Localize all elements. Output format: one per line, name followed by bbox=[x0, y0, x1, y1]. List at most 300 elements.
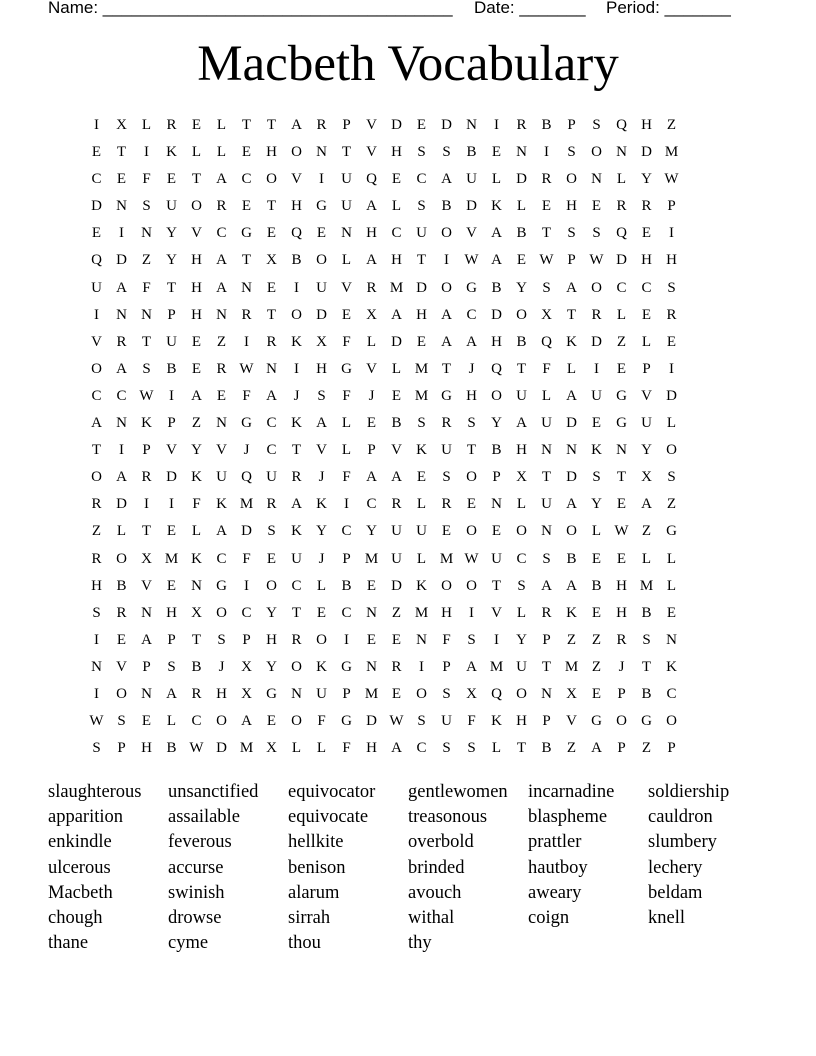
grid-letter[interactable]: O bbox=[316, 252, 327, 269]
grid-letter[interactable]: S bbox=[542, 550, 551, 567]
grid-letter[interactable]: R bbox=[141, 469, 152, 486]
grid-letter[interactable]: B bbox=[541, 117, 552, 133]
grid-letter[interactable]: S bbox=[467, 415, 476, 432]
grid-letter[interactable]: S bbox=[317, 387, 326, 404]
grid-letter[interactable]: D bbox=[116, 252, 127, 269]
grid-letter[interactable]: A bbox=[141, 631, 152, 648]
grid-letter[interactable]: E bbox=[166, 577, 177, 594]
grid-letter[interactable]: O bbox=[591, 144, 602, 161]
grid-letter[interactable]: G bbox=[341, 360, 352, 377]
grid-letter[interactable]: X bbox=[116, 117, 127, 133]
grid-letter[interactable]: R bbox=[116, 604, 127, 621]
grid-letter[interactable]: M bbox=[414, 360, 429, 377]
grid-letter[interactable]: I bbox=[169, 387, 174, 404]
grid-letter[interactable]: V bbox=[191, 225, 202, 242]
grid-letter[interactable]: I bbox=[294, 360, 299, 377]
grid-letter[interactable]: P bbox=[367, 442, 376, 459]
grid-letter[interactable]: E bbox=[666, 333, 677, 350]
grid-letter[interactable]: D bbox=[566, 469, 577, 486]
grid-letter[interactable]: T bbox=[291, 442, 302, 459]
grid-letter[interactable]: N bbox=[541, 442, 552, 459]
grid-letter[interactable]: F bbox=[142, 279, 151, 296]
grid-letter[interactable]: T bbox=[241, 117, 252, 133]
grid-letter[interactable]: E bbox=[116, 631, 127, 648]
grid-letter[interactable]: L bbox=[291, 740, 302, 757]
grid-letter[interactable]: G bbox=[466, 279, 477, 296]
grid-letter[interactable]: N bbox=[316, 144, 327, 161]
grid-letter[interactable]: S bbox=[642, 631, 651, 648]
grid-letter[interactable]: S bbox=[467, 631, 476, 648]
grid-letter[interactable]: E bbox=[341, 306, 352, 323]
grid-letter[interactable]: R bbox=[616, 198, 627, 215]
grid-letter[interactable]: K bbox=[141, 415, 152, 432]
grid-letter[interactable]: U bbox=[416, 523, 427, 540]
grid-letter[interactable]: L bbox=[191, 523, 202, 540]
grid-letter[interactable]: K bbox=[191, 550, 202, 567]
grid-letter[interactable]: L bbox=[516, 604, 527, 621]
grid-letter[interactable]: N bbox=[141, 225, 152, 242]
grid-letter[interactable]: C bbox=[241, 604, 252, 621]
grid-letter[interactable]: E bbox=[591, 415, 602, 432]
grid-letter[interactable]: D bbox=[316, 306, 327, 323]
grid-letter[interactable]: A bbox=[466, 658, 477, 675]
grid-letter[interactable]: E bbox=[666, 604, 677, 621]
grid-letter[interactable]: R bbox=[391, 496, 402, 513]
grid-letter[interactable]: S bbox=[442, 740, 451, 757]
grid-letter[interactable]: L bbox=[541, 387, 552, 404]
grid-letter[interactable]: W bbox=[614, 523, 629, 540]
grid-letter[interactable]: I bbox=[494, 117, 499, 133]
grid-letter[interactable]: B bbox=[491, 279, 502, 296]
grid-letter[interactable]: I bbox=[244, 577, 249, 594]
grid-letter[interactable]: P bbox=[617, 685, 626, 702]
grid-letter[interactable]: T bbox=[641, 658, 652, 675]
grid-letter[interactable]: D bbox=[241, 523, 252, 540]
grid-letter[interactable]: P bbox=[242, 631, 251, 648]
grid-letter[interactable]: A bbox=[566, 279, 577, 296]
grid-letter[interactable]: N bbox=[216, 415, 227, 432]
grid-letter[interactable]: N bbox=[91, 658, 102, 675]
grid-letter[interactable]: F bbox=[442, 631, 451, 648]
grid-letter[interactable]: M bbox=[364, 550, 379, 567]
grid-letter[interactable]: T bbox=[166, 279, 177, 296]
grid-letter[interactable]: R bbox=[641, 198, 652, 215]
grid-letter[interactable]: A bbox=[216, 279, 227, 296]
grid-letter[interactable]: N bbox=[366, 658, 377, 675]
grid-letter[interactable]: X bbox=[366, 306, 377, 323]
grid-letter[interactable]: E bbox=[266, 225, 277, 242]
grid-letter[interactable]: R bbox=[91, 550, 102, 567]
grid-letter[interactable]: F bbox=[242, 550, 251, 567]
grid-letter[interactable]: C bbox=[641, 279, 652, 296]
grid-letter[interactable]: Y bbox=[641, 442, 652, 459]
grid-letter[interactable]: T bbox=[141, 333, 152, 350]
grid-letter[interactable]: L bbox=[641, 333, 652, 350]
grid-letter[interactable]: L bbox=[141, 117, 152, 133]
grid-letter[interactable]: O bbox=[266, 171, 277, 188]
grid-letter[interactable]: Z bbox=[91, 523, 102, 540]
grid-letter[interactable]: L bbox=[391, 360, 402, 377]
grid-letter[interactable]: B bbox=[641, 685, 652, 702]
grid-letter[interactable]: N bbox=[216, 306, 227, 323]
grid-letter[interactable]: K bbox=[216, 496, 227, 513]
grid-letter[interactable]: U bbox=[391, 550, 402, 567]
grid-letter[interactable]: U bbox=[516, 658, 527, 675]
grid-letter[interactable]: K bbox=[166, 144, 177, 161]
grid-letter[interactable]: E bbox=[266, 279, 277, 296]
grid-letter[interactable]: B bbox=[441, 198, 452, 215]
grid-letter[interactable]: U bbox=[166, 198, 177, 215]
grid-letter[interactable]: M bbox=[364, 685, 379, 702]
grid-letter[interactable]: T bbox=[441, 360, 452, 377]
grid-letter[interactable]: J bbox=[618, 658, 625, 675]
grid-letter[interactable]: M bbox=[664, 144, 679, 161]
grid-letter[interactable]: H bbox=[466, 387, 477, 404]
grid-letter[interactable]: E bbox=[641, 225, 652, 242]
grid-letter[interactable]: H bbox=[191, 306, 202, 323]
grid-letter[interactable]: A bbox=[541, 577, 552, 594]
grid-letter[interactable]: O bbox=[516, 523, 527, 540]
grid-letter[interactable]: O bbox=[316, 631, 327, 648]
grid-letter[interactable]: E bbox=[541, 198, 552, 215]
period-field[interactable]: Period: _______ bbox=[606, 0, 731, 17]
grid-letter[interactable]: O bbox=[491, 387, 502, 404]
grid-letter[interactable]: S bbox=[667, 469, 676, 486]
grid-letter[interactable]: I bbox=[144, 144, 149, 161]
grid-letter[interactable]: V bbox=[116, 658, 127, 675]
grid-letter[interactable]: U bbox=[466, 171, 477, 188]
grid-letter[interactable]: S bbox=[667, 279, 676, 296]
grid-letter[interactable]: K bbox=[416, 442, 427, 459]
grid-letter[interactable]: A bbox=[116, 279, 127, 296]
grid-letter[interactable]: O bbox=[116, 685, 127, 702]
grid-letter[interactable]: I bbox=[94, 631, 99, 648]
grid-letter[interactable]: D bbox=[391, 117, 402, 133]
grid-letter[interactable]: L bbox=[566, 360, 577, 377]
grid-letter[interactable]: B bbox=[466, 144, 477, 161]
grid-letter[interactable]: H bbox=[491, 333, 502, 350]
grid-letter[interactable]: A bbox=[291, 496, 302, 513]
grid-letter[interactable]: S bbox=[167, 658, 176, 675]
grid-letter[interactable]: E bbox=[641, 306, 652, 323]
grid-letter[interactable]: H bbox=[191, 252, 202, 269]
grid-letter[interactable]: P bbox=[617, 740, 626, 757]
grid-letter[interactable]: O bbox=[466, 523, 477, 540]
grid-letter[interactable]: C bbox=[266, 415, 277, 432]
grid-letter[interactable]: O bbox=[291, 713, 302, 730]
grid-letter[interactable]: P bbox=[642, 360, 651, 377]
grid-letter[interactable]: S bbox=[217, 631, 226, 648]
grid-letter[interactable]: H bbox=[641, 117, 652, 133]
grid-letter[interactable]: I bbox=[469, 604, 474, 621]
grid-letter[interactable]: O bbox=[116, 550, 127, 567]
grid-letter[interactable]: L bbox=[666, 550, 677, 567]
grid-letter[interactable]: D bbox=[91, 198, 102, 215]
grid-letter[interactable]: S bbox=[517, 577, 526, 594]
grid-letter[interactable]: U bbox=[491, 550, 502, 567]
grid-letter[interactable]: I bbox=[444, 252, 449, 269]
grid-letter[interactable]: U bbox=[341, 198, 352, 215]
grid-letter[interactable]: U bbox=[166, 333, 177, 350]
grid-letter[interactable]: W bbox=[464, 550, 479, 567]
grid-letter[interactable]: E bbox=[116, 171, 127, 188]
grid-letter[interactable]: A bbox=[591, 740, 602, 757]
grid-letter[interactable]: R bbox=[91, 496, 102, 513]
grid-letter[interactable]: L bbox=[416, 550, 427, 567]
grid-letter[interactable]: N bbox=[141, 685, 152, 702]
grid-letter[interactable]: T bbox=[291, 604, 302, 621]
grid-letter[interactable]: T bbox=[191, 631, 202, 648]
grid-letter[interactable]: X bbox=[141, 550, 152, 567]
grid-letter[interactable]: R bbox=[541, 604, 552, 621]
grid-letter[interactable]: A bbox=[491, 252, 502, 269]
grid-letter[interactable]: S bbox=[442, 685, 451, 702]
grid-letter[interactable]: F bbox=[342, 333, 351, 350]
grid-letter[interactable]: Z bbox=[141, 252, 152, 269]
grid-letter[interactable]: Y bbox=[516, 279, 527, 296]
grid-letter[interactable]: A bbox=[291, 117, 302, 133]
grid-letter[interactable]: L bbox=[616, 171, 627, 188]
grid-letter[interactable]: E bbox=[366, 415, 377, 432]
grid-letter[interactable]: V bbox=[641, 387, 652, 404]
grid-letter[interactable]: G bbox=[266, 685, 277, 702]
grid-letter[interactable]: C bbox=[91, 387, 102, 404]
grid-letter[interactable]: Y bbox=[366, 523, 377, 540]
grid-letter[interactable]: R bbox=[241, 306, 252, 323]
grid-letter[interactable]: T bbox=[416, 252, 427, 269]
grid-letter[interactable]: S bbox=[567, 225, 576, 242]
grid-letter[interactable]: R bbox=[266, 333, 277, 350]
grid-letter[interactable]: A bbox=[241, 713, 252, 730]
grid-letter[interactable]: G bbox=[341, 713, 352, 730]
grid-letter[interactable]: B bbox=[566, 550, 577, 567]
grid-letter[interactable]: P bbox=[342, 550, 351, 567]
grid-letter[interactable]: Y bbox=[491, 415, 502, 432]
grid-letter[interactable]: W bbox=[89, 713, 104, 730]
grid-letter[interactable]: N bbox=[566, 442, 577, 459]
grid-letter[interactable]: Y bbox=[316, 523, 327, 540]
grid-letter[interactable]: W bbox=[539, 252, 554, 269]
grid-letter[interactable]: P bbox=[567, 252, 576, 269]
grid-letter[interactable]: I bbox=[119, 442, 124, 459]
grid-letter[interactable]: T bbox=[341, 144, 352, 161]
grid-letter[interactable]: B bbox=[191, 658, 202, 675]
grid-letter[interactable]: O bbox=[566, 171, 577, 188]
grid-letter[interactable]: U bbox=[291, 550, 302, 567]
grid-letter[interactable]: I bbox=[419, 658, 424, 675]
grid-letter[interactable]: V bbox=[366, 117, 377, 133]
grid-letter[interactable]: R bbox=[441, 415, 452, 432]
grid-letter[interactable]: X bbox=[466, 685, 477, 702]
grid-letter[interactable]: T bbox=[241, 252, 252, 269]
grid-letter[interactable]: I bbox=[94, 117, 99, 133]
grid-letter[interactable]: L bbox=[666, 577, 677, 594]
grid-letter[interactable]: R bbox=[291, 631, 302, 648]
grid-letter[interactable]: X bbox=[191, 604, 202, 621]
grid-letter[interactable]: E bbox=[616, 360, 627, 377]
grid-letter[interactable]: L bbox=[516, 198, 527, 215]
grid-letter[interactable]: S bbox=[592, 117, 601, 133]
grid-letter[interactable]: E bbox=[241, 144, 252, 161]
grid-letter[interactable]: B bbox=[516, 225, 527, 242]
grid-letter[interactable]: N bbox=[341, 225, 352, 242]
grid-letter[interactable]: I bbox=[244, 333, 249, 350]
grid-letter[interactable]: L bbox=[416, 496, 427, 513]
grid-letter[interactable]: B bbox=[116, 577, 127, 594]
grid-letter[interactable]: E bbox=[616, 496, 627, 513]
grid-letter[interactable]: S bbox=[592, 225, 601, 242]
grid-letter[interactable]: C bbox=[516, 550, 527, 567]
grid-letter[interactable]: I bbox=[294, 279, 299, 296]
grid-letter[interactable]: H bbox=[291, 198, 302, 215]
name-field[interactable]: Name: _____________________________________ bbox=[48, 0, 453, 17]
grid-letter[interactable]: V bbox=[166, 442, 177, 459]
grid-letter[interactable]: U bbox=[441, 442, 452, 459]
grid-letter[interactable]: I bbox=[669, 225, 674, 242]
grid-letter[interactable]: A bbox=[641, 496, 652, 513]
grid-letter[interactable]: H bbox=[441, 604, 452, 621]
grid-letter[interactable]: M bbox=[389, 279, 404, 296]
grid-letter[interactable]: U bbox=[591, 387, 602, 404]
grid-letter[interactable]: U bbox=[641, 415, 652, 432]
grid-letter[interactable]: E bbox=[416, 117, 427, 133]
grid-letter[interactable]: E bbox=[366, 577, 377, 594]
grid-letter[interactable]: D bbox=[416, 279, 427, 296]
grid-letter[interactable]: M bbox=[564, 658, 579, 675]
grid-letter[interactable]: H bbox=[316, 360, 327, 377]
grid-letter[interactable]: Z bbox=[641, 523, 652, 540]
grid-letter[interactable]: E bbox=[491, 523, 502, 540]
grid-letter[interactable]: Z bbox=[666, 496, 677, 513]
grid-letter[interactable]: C bbox=[391, 225, 402, 242]
grid-letter[interactable]: C bbox=[91, 171, 102, 188]
grid-letter[interactable]: T bbox=[491, 577, 502, 594]
grid-letter[interactable]: K bbox=[316, 658, 327, 675]
grid-letter[interactable]: T bbox=[516, 360, 527, 377]
grid-letter[interactable]: I bbox=[669, 360, 674, 377]
grid-letter[interactable]: U bbox=[341, 171, 352, 188]
grid-letter[interactable]: K bbox=[191, 469, 202, 486]
grid-letter[interactable]: O bbox=[441, 279, 452, 296]
grid-letter[interactable]: Y bbox=[191, 442, 202, 459]
grid-letter[interactable]: K bbox=[291, 523, 302, 540]
grid-letter[interactable]: N bbox=[416, 631, 427, 648]
grid-letter[interactable]: E bbox=[316, 225, 327, 242]
grid-letter[interactable]: T bbox=[141, 523, 152, 540]
grid-letter[interactable]: C bbox=[416, 171, 427, 188]
grid-letter[interactable]: P bbox=[167, 631, 176, 648]
grid-letter[interactable]: S bbox=[567, 144, 576, 161]
grid-letter[interactable]: R bbox=[116, 333, 127, 350]
grid-letter[interactable]: F bbox=[192, 496, 201, 513]
grid-letter[interactable]: D bbox=[391, 577, 402, 594]
grid-letter[interactable]: E bbox=[441, 523, 452, 540]
grid-letter[interactable]: C bbox=[241, 171, 252, 188]
grid-letter[interactable]: K bbox=[566, 604, 577, 621]
grid-letter[interactable]: E bbox=[91, 225, 102, 242]
grid-letter[interactable]: O bbox=[616, 713, 627, 730]
grid-letter[interactable]: U bbox=[216, 469, 227, 486]
grid-letter[interactable]: H bbox=[266, 631, 277, 648]
grid-letter[interactable]: Q bbox=[616, 225, 627, 242]
grid-letter[interactable]: V bbox=[341, 279, 352, 296]
grid-letter[interactable]: E bbox=[391, 685, 402, 702]
grid-letter[interactable]: X bbox=[266, 252, 277, 269]
grid-letter[interactable]: Q bbox=[291, 225, 302, 242]
grid-letter[interactable]: F bbox=[342, 469, 351, 486]
grid-letter[interactable]: W bbox=[589, 252, 604, 269]
grid-letter[interactable]: F bbox=[142, 171, 151, 188]
grid-letter[interactable]: O bbox=[416, 685, 427, 702]
grid-letter[interactable]: A bbox=[366, 469, 377, 486]
grid-letter[interactable]: S bbox=[142, 360, 151, 377]
grid-letter[interactable]: N bbox=[141, 306, 152, 323]
grid-letter[interactable]: O bbox=[441, 577, 452, 594]
grid-letter[interactable]: H bbox=[516, 713, 527, 730]
grid-letter[interactable]: A bbox=[216, 523, 227, 540]
grid-letter[interactable]: E bbox=[591, 685, 602, 702]
grid-letter[interactable]: B bbox=[341, 577, 352, 594]
grid-letter[interactable]: B bbox=[291, 252, 302, 269]
grid-letter[interactable]: R bbox=[616, 631, 627, 648]
grid-letter[interactable]: S bbox=[417, 144, 426, 161]
grid-letter[interactable]: W bbox=[189, 740, 204, 757]
grid-letter[interactable]: A bbox=[366, 198, 377, 215]
grid-letter[interactable]: B bbox=[516, 333, 527, 350]
grid-letter[interactable]: E bbox=[191, 360, 202, 377]
grid-letter[interactable]: N bbox=[616, 144, 627, 161]
grid-letter[interactable]: Y bbox=[166, 252, 177, 269]
grid-letter[interactable]: J bbox=[318, 469, 325, 486]
grid-letter[interactable]: E bbox=[591, 198, 602, 215]
grid-letter[interactable]: L bbox=[316, 740, 327, 757]
grid-letter[interactable]: G bbox=[616, 387, 627, 404]
grid-letter[interactable]: U bbox=[316, 685, 327, 702]
grid-letter[interactable]: B bbox=[591, 577, 602, 594]
grid-letter[interactable]: O bbox=[566, 523, 577, 540]
grid-letter[interactable]: V bbox=[491, 604, 502, 621]
grid-letter[interactable]: L bbox=[491, 171, 502, 188]
grid-letter[interactable]: C bbox=[366, 496, 377, 513]
grid-letter[interactable]: Z bbox=[641, 740, 652, 757]
grid-letter[interactable]: D bbox=[366, 713, 377, 730]
grid-letter[interactable]: U bbox=[441, 713, 452, 730]
grid-letter[interactable]: Z bbox=[191, 415, 202, 432]
grid-letter[interactable]: Z bbox=[391, 604, 402, 621]
grid-letter[interactable]: G bbox=[316, 198, 327, 215]
grid-letter[interactable]: E bbox=[591, 604, 602, 621]
grid-letter[interactable]: G bbox=[616, 415, 627, 432]
grid-letter[interactable]: Q bbox=[491, 360, 502, 377]
grid-letter[interactable]: X bbox=[266, 740, 277, 757]
grid-letter[interactable]: A bbox=[566, 577, 577, 594]
grid-letter[interactable]: A bbox=[566, 387, 577, 404]
grid-letter[interactable]: H bbox=[141, 740, 152, 757]
grid-letter[interactable]: O bbox=[191, 198, 202, 215]
grid-letter[interactable]: F bbox=[542, 360, 551, 377]
grid-letter[interactable]: I bbox=[94, 685, 99, 702]
grid-letter[interactable]: T bbox=[466, 442, 477, 459]
grid-letter[interactable]: U bbox=[541, 496, 552, 513]
grid-letter[interactable]: K bbox=[666, 658, 677, 675]
grid-letter[interactable]: U bbox=[416, 225, 427, 242]
grid-letter[interactable]: K bbox=[591, 442, 602, 459]
grid-letter[interactable]: B bbox=[166, 740, 177, 757]
grid-letter[interactable]: A bbox=[441, 333, 452, 350]
grid-letter[interactable]: X bbox=[641, 469, 652, 486]
grid-letter[interactable]: C bbox=[416, 740, 427, 757]
grid-letter[interactable]: D bbox=[641, 144, 652, 161]
